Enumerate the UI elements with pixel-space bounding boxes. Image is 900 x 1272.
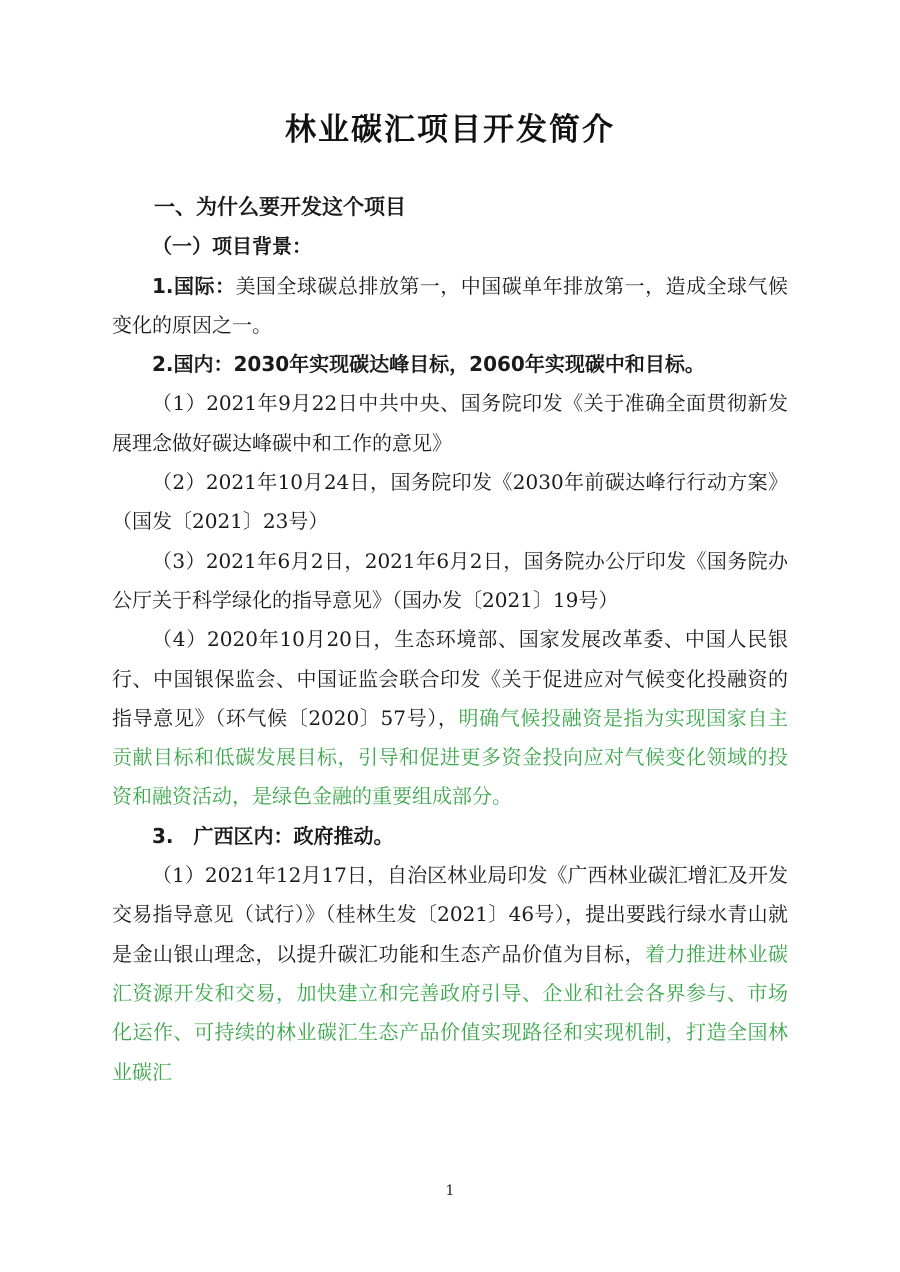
- paragraph-item-4: [112, 620, 788, 816]
- highlighted-text: 着力推进林业碳汇资源开发和交易，加快建立和完善政府引导、企业和社会各界参与、市场化运作、可持续的林业碳汇生态产品价值实现路径和实现机制，打造全国林业碳汇: [112, 941, 788, 1084]
- section-heading: 一、为什么要开发这个项目: [154, 195, 406, 219]
- paragraph-item-2: （2）2021年10月24日，国务院印发《2030年前碳达峰行行动方案》（国发〔2021〕23号）: [112, 470, 788, 534]
- paragraph-text: （1）2021年12月17日，自治区林业局印发《广西林业碳汇增汇及开发交易指导意见（试行）》（桂林生发〔2021〕46号），提出要践行绿水青山就是金山银山理念，以提升碳汇功能和生态产品价值为目标，: [112, 863, 788, 966]
- paragraph-text: 美国全球碳总排放第一，中国碳单年排放第一，造成全球气候变化的原因之一。: [112, 273, 789, 337]
- highlighted-text: 明确气候投融资是指为实现国家自主贡献目标和低碳发展目标，引导和促进更多资金投向应对气候变化领域的投资和融资活动，是绿色金融的重要组成部分。: [112, 705, 788, 809]
- document-body: [112, 188, 788, 1092]
- page-number: 1: [445, 1183, 455, 1199]
- paragraph-text: （4）2020年10月20日，生态环境部、国家发展改革委、中国人民银行、中国银保监会、中国证监会联合印发《关于促进应对气候变化投融资的指导意见》（环气候〔2020〕57号），: [112, 627, 788, 730]
- paragraph-item-3: （3）2021年6月2日，2021年6月2日，国务院办公厅印发《国务院办公厅关于科学绿化的指导意见》（国办发〔2021〕19号）: [112, 548, 788, 612]
- paragraph-label: 1.国际：: [152, 273, 236, 298]
- paragraph-guangxi: 3. 广西区内：政府推动。: [152, 823, 394, 848]
- subsection-heading: （一）项目背景：: [152, 234, 312, 259]
- document-title: 林业碳汇项目开发简介: [285, 112, 615, 148]
- paragraph-guangxi-item-1: [112, 856, 788, 1092]
- paragraph-item-1: （1）2021年9月22日中共中央、国务院印发《关于准确全面贯彻新发展理念做好碳达峰碳中和工作的意见》: [112, 391, 788, 455]
- paragraph-international: [112, 267, 788, 346]
- paragraph-domestic: 2.国内：2030年实现碳达峰目标，2060年实现碳中和目标。: [152, 352, 705, 377]
